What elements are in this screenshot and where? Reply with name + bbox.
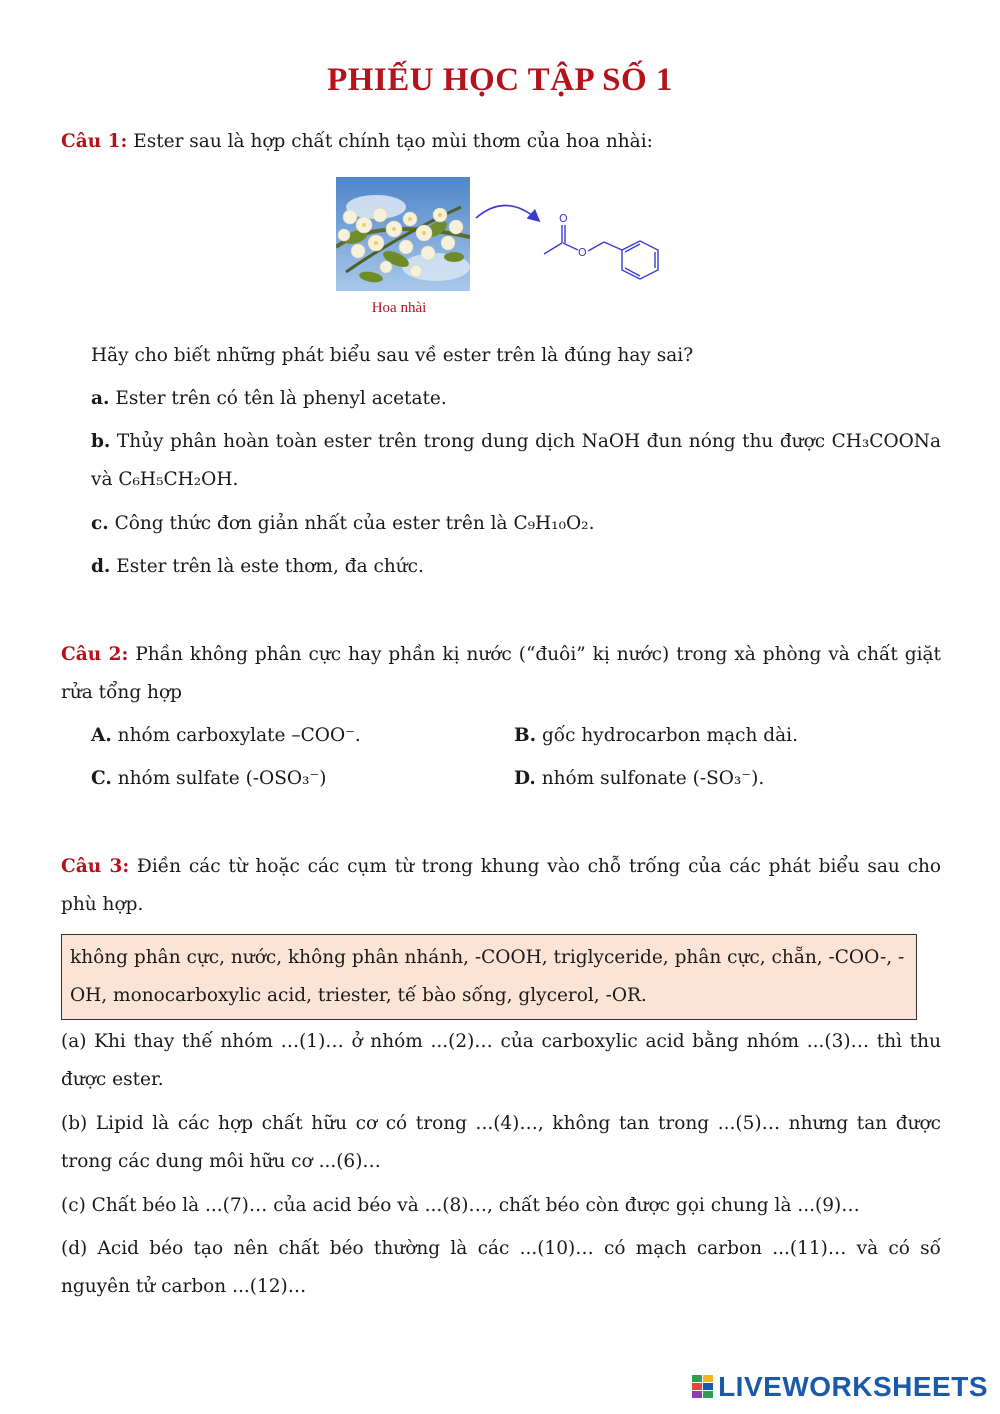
option-d-text: nhóm sulfonate (-SO₃⁻). bbox=[535, 768, 765, 789]
option-b-text: gốc hydrocarbon mạch dài. bbox=[536, 725, 798, 746]
statement-d-key: d. bbox=[91, 556, 111, 577]
liveworksheets-logo bbox=[692, 1370, 988, 1404]
statement-c-text: Công thức đơn giản nhất của ester trên là C₉H₁₀O₂. bbox=[108, 513, 595, 534]
page-title: PHIẾU HỌC TẬP SỐ 1 bbox=[327, 62, 673, 98]
question-1 bbox=[61, 123, 941, 161]
question-3-label: Câu 3: bbox=[61, 856, 130, 877]
question-2-label: Câu 2: bbox=[61, 644, 129, 665]
jasmine-photo bbox=[336, 177, 470, 291]
svg-text:O: O bbox=[578, 246, 587, 259]
option-c-text: nhóm sulfate (-OSO₃⁻) bbox=[111, 768, 327, 789]
statement-a-text: Ester trên có tên là phenyl acetate. bbox=[109, 388, 447, 409]
svg-text:O: O bbox=[559, 212, 568, 225]
word-bank-box: không phân cực, nước, không phân nhánh, -COOH, triglyceride, phân cực, chẵn, -COO-, -OH, monocarboxylic acid, triester, tế bào sống, glycerol, -OR. bbox=[61, 934, 917, 1020]
option-b-key: B. bbox=[514, 725, 537, 746]
question-3-text: Điền các từ hoặc các cụm từ trong khung vào chỗ trống của các phát biểu sau cho phù hợp. bbox=[61, 856, 942, 915]
liveworksheets-icon bbox=[692, 1375, 714, 1399]
option-c-key: C. bbox=[91, 768, 112, 789]
statement-c-key: c. bbox=[91, 513, 109, 534]
option-d[interactable] bbox=[514, 760, 764, 798]
fill-item-c: (c) Chất béo là ...(7)… của acid béo và ...(8)…, chất béo còn được gọi chung là ...(9)… bbox=[61, 1195, 860, 1216]
fill-item-b: (b) Lipid là các hợp chất hữu cơ có trong ...(4)…, không tan trong ...(5)… nhưng tan được trong các dung môi hữu cơ ...(6)… bbox=[61, 1113, 941, 1172]
statement-c bbox=[91, 505, 941, 543]
question-3 bbox=[61, 848, 941, 924]
benzyl-acetate-structure bbox=[470, 190, 680, 300]
statement-b-key: b. bbox=[91, 431, 111, 452]
option-a-text: nhóm carboxylate –COO⁻. bbox=[111, 725, 361, 746]
question-2-text: Phần không phân cực hay phần kị nước (“đuôi” kị nước) trong xà phòng và chất giặt rửa tổng hợp bbox=[61, 644, 941, 703]
option-a-key: A. bbox=[91, 725, 112, 746]
statement-b-text: Thủy phân hoàn toàn ester trên trong dung dịch NaOH đun nóng thu được CH₃COONa và C₆H₅CH₂OH. bbox=[91, 431, 941, 490]
statement-a-key: a. bbox=[91, 388, 110, 409]
question-1-label: Câu 1: bbox=[61, 131, 128, 152]
statement-b bbox=[91, 423, 941, 499]
statement-d-text: Ester trên là este thơm, đa chức. bbox=[110, 556, 424, 577]
question-1-prompt: Hãy cho biết những phát biểu sau về ester trên là đúng hay sai? bbox=[91, 345, 694, 366]
statement-d bbox=[91, 548, 941, 586]
fill-item-a: (a) Khi thay thế nhóm …(1)… ở nhóm ...(2)… của carboxylic acid bằng nhóm ...(3)… thì thu được ester. bbox=[61, 1031, 941, 1090]
option-d-key: D. bbox=[514, 768, 536, 789]
fill-item-d: (d) Acid béo tạo nên chất béo thường là các ...(10)… có mạch carbon ...(11)… và có số nguyên tử carbon ...(12)… bbox=[61, 1238, 941, 1297]
option-b[interactable] bbox=[514, 717, 798, 755]
statement-a bbox=[91, 380, 941, 418]
question-1-text: Ester sau là hợp chất chính tạo mùi thơm của hoa nhài: bbox=[127, 131, 653, 152]
image-caption: Hoa nhài bbox=[371, 300, 427, 316]
option-c[interactable] bbox=[91, 760, 326, 798]
liveworksheets-brand: LIVEWORKSHEETS bbox=[718, 1371, 988, 1402]
question-2 bbox=[61, 636, 941, 712]
option-a[interactable] bbox=[91, 717, 361, 755]
